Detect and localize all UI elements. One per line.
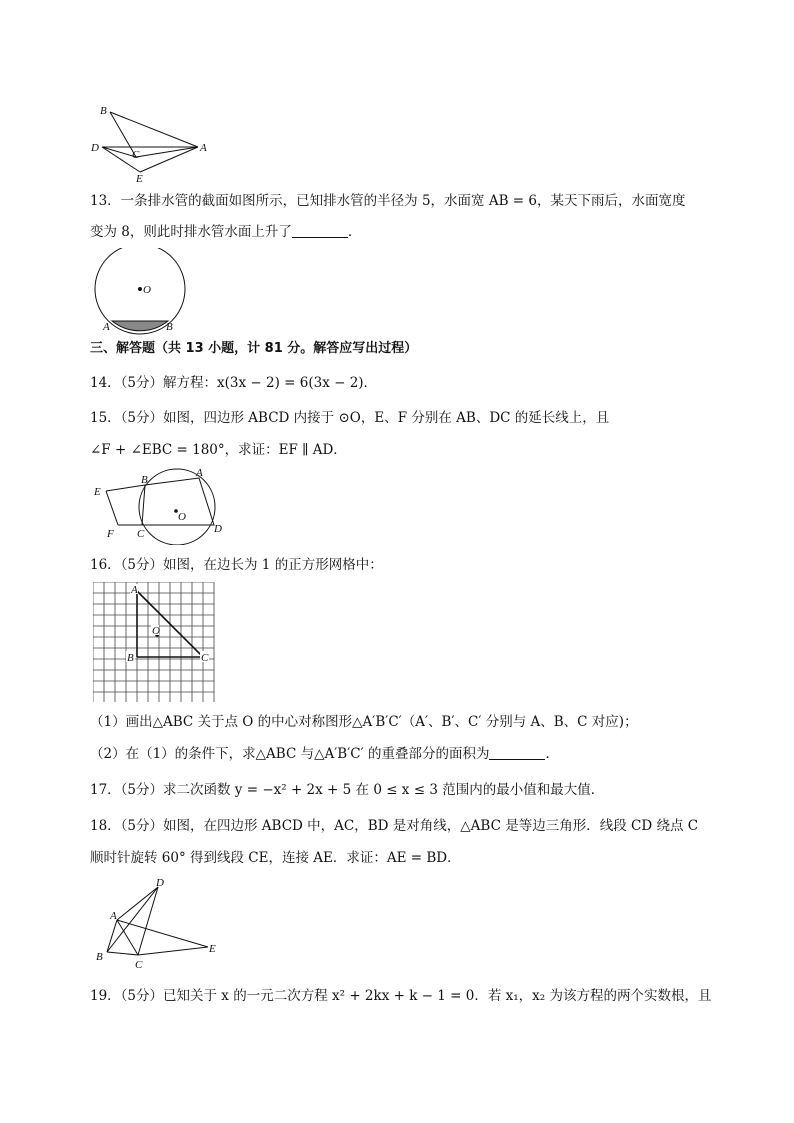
label-a: A bbox=[200, 142, 207, 154]
label-c: C bbox=[137, 528, 145, 540]
triangle-figure-q12 bbox=[88, 100, 218, 185]
q14-text: 14．（5分）解方程：x(3x − 2) = 6(3x − 2)． bbox=[90, 375, 378, 391]
cyclic-quadrilateral-figure bbox=[90, 465, 235, 545]
q13-line2 bbox=[90, 222, 361, 242]
label-b: B bbox=[96, 951, 103, 963]
label-a: A bbox=[110, 910, 117, 922]
q16-part2-text: （2）在（1）的条件下，求△ABC 与△A′B′C′ 的重叠部分的面积为 bbox=[90, 746, 490, 762]
pipe-circle-figure bbox=[90, 248, 195, 336]
q16-part1: （1）画出△ABC 关于点 O 的中心对称图形△A′B′C′（A′、B′、C′ 分别与 A、B、C 对应)； bbox=[90, 714, 638, 730]
q19-text: 19．（5分）已知关于 x 的一元二次方程 x² + 2kx + k − 1 = 0．若 x₁，x₂ 为该方程的两个实数根，且 bbox=[90, 988, 712, 1004]
q18-line2: 顺时针旋转 60° 得到线段 CE，连接 AE．求证：AE = BD． bbox=[90, 850, 461, 866]
label-o: O bbox=[152, 625, 160, 637]
label-a: A bbox=[196, 467, 203, 479]
label-f: F bbox=[107, 528, 114, 540]
label-b: B bbox=[166, 321, 173, 333]
label-a: A bbox=[131, 584, 138, 596]
label-o: O bbox=[178, 511, 186, 523]
label-c: C bbox=[201, 652, 209, 664]
square-grid-figure[interactable] bbox=[93, 582, 215, 702]
label-b: B bbox=[100, 105, 107, 117]
label-e: E bbox=[94, 486, 101, 498]
q16-part2-end: ． bbox=[545, 746, 559, 762]
q13-line1: 13．一条排水管的截面如图所示，已知排水管的半径为 5，水面宽 AB = 6，某天下雨后，水面宽度 bbox=[90, 193, 686, 209]
q18-line1: 18．（5分）如图，在四边形 ABCD 中，AC，BD 是对角线，△ABC 是等边三角形．线段 CD 绕点 C bbox=[90, 818, 699, 834]
q15-line2: ∠F + ∠EBC = 180°，求证：EF ∥ AD． bbox=[90, 442, 347, 458]
label-a: A bbox=[103, 321, 110, 333]
label-b: B bbox=[127, 652, 134, 664]
label-d: D bbox=[91, 142, 99, 154]
quadrilateral-rotation-figure bbox=[90, 875, 225, 970]
label-d: D bbox=[156, 877, 164, 889]
label-b: B bbox=[141, 474, 148, 486]
label-c: C bbox=[135, 959, 143, 970]
q16-part2 bbox=[90, 744, 559, 764]
q17-text: 17．（5分）求二次函数 y = −x² + 2x + 5 在 0 ≤ x ≤ 3 范围内的最小值和最大值． bbox=[90, 782, 605, 798]
q15-line1: 15．（5分）如图，四边形 ABCD 内接于 ⊙O，E、F 分别在 AB、DC 的延长线上，且 bbox=[90, 410, 610, 426]
label-e: E bbox=[136, 173, 143, 185]
label-o: O bbox=[143, 284, 151, 296]
label-c: C bbox=[132, 149, 140, 161]
label-e: E bbox=[209, 943, 216, 955]
q13-line2-text: 变为 8，则此时排水管水面上升了 bbox=[90, 224, 292, 240]
label-d: D bbox=[214, 523, 222, 535]
q16-stem: 16．（5分）如图，在边长为 1 的正方形网格中： bbox=[90, 557, 383, 573]
answer-blank-q16[interactable] bbox=[489, 745, 545, 760]
section-heading: 三、解答题（共 13 小题，计 81 分。解答应写出过程） bbox=[90, 341, 418, 356]
answer-blank-q13[interactable] bbox=[292, 223, 348, 238]
q13-line2-end: ． bbox=[347, 224, 362, 240]
